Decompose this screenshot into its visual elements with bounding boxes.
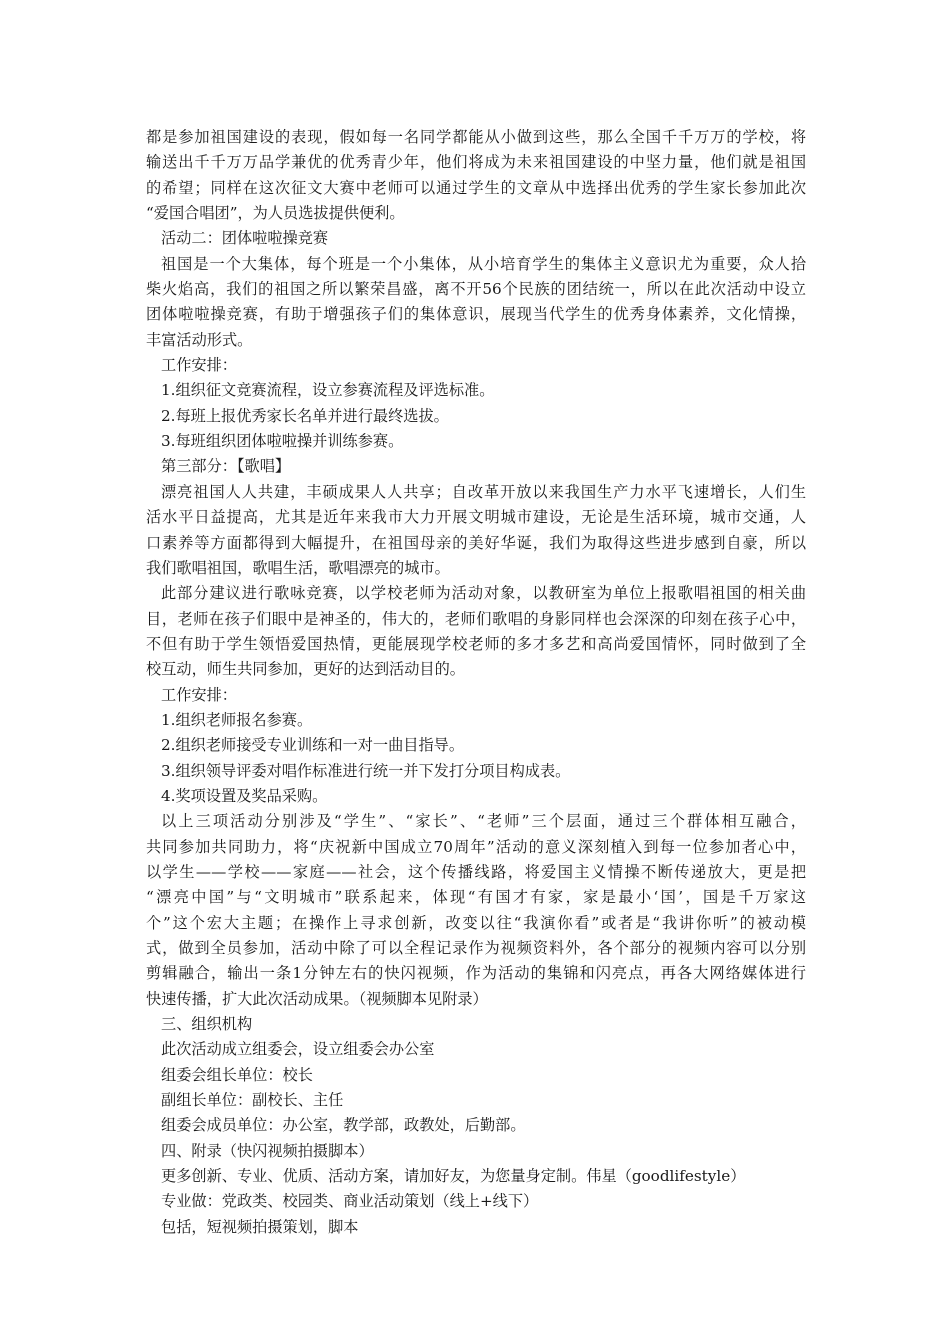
text-line: 以学生——学校——家庭——社会，这个传播线路，将爱国主义情操不断传递放大，更是把: [146, 862, 806, 881]
text-line: 目，老师在孩子们眼中是神圣的，伟大的，老师们歌唱的身影同样也会深深的印刻在孩子心中，: [146, 609, 806, 628]
text-line: 共同参加共同助力，将“庆祝新中国成立70周年”活动的意义深刻植入到每一位参加者心中，: [146, 837, 806, 856]
text-line: 我们歌唱祖国，歌唱生活，歌唱漂亮的城市。: [146, 558, 450, 577]
text-line: 都是参加祖国建设的表现，假如每一名同学都能从小做到这些，那么全国千千万万的学校，将: [146, 128, 806, 146]
text-line: 口素养等方面都得到大幅提升，在祖国母亲的美好华诞，我们为取得这些进步感到自豪，所以: [146, 533, 806, 552]
text-line: 以上三项活动分别涉及“学生”、“家长”、“老师”三个层面，通过三个群体相互融合，: [161, 812, 806, 831]
text-line: 活水平日益提高，尤其是近年来我市大力开展文明城市建设，无论是生活环境，城市交通，人: [146, 508, 806, 527]
text-line: 3.组织领导评委对唱作标准进行统一并下发打分项目构成表。: [161, 761, 571, 780]
text-line: 式，做到全员参加，活动中除了可以全程记录作为视频资料外，各个部分的视频内容可以分别: [146, 939, 806, 957]
text-line: 快速传播，扩大此次活动成果。（视频脚本见附录）: [146, 989, 488, 1008]
text-line: 此部分建议进行歌咏竞赛，以学校老师为活动对象，以教研室为单位上报歌唱祖国的相关曲: [161, 584, 806, 603]
text-line: 副组长单位：副校长、主任: [161, 1091, 344, 1110]
text-line: 剪辑融合，输出一条1分钟左右的快闪视频，作为活动的集锦和闪亮点，再各大网络媒体进行: [146, 964, 806, 983]
text-line: 个”这个宏大主题；在操作上寻求创新，改变以往“我演你看”或者是“我讲你听”的被动模: [146, 913, 806, 932]
text-line: 漂亮祖国人人共建，丰硕成果人人共享；自改革开放以来我国生产力水平飞速增长，人们生: [161, 482, 806, 501]
text-line: 团体啦啦操竞赛，有助于增强孩子们的集体意识，展现当代学生的优秀身体素养，文化情操，: [146, 305, 806, 324]
text-line: 4.奖项设置及奖品采购。: [161, 786, 328, 805]
text-line: 组委会组长单位：校长: [161, 1065, 313, 1084]
text-line: 1.组织老师报名参赛。: [161, 710, 313, 729]
text-line: 活动二：团体啦啦操竞赛: [161, 229, 329, 248]
text-line: 更多创新、专业、优质、活动方案，请加好友，为您量身定制。伟星（goodlifestyle）: [161, 1167, 746, 1186]
text-line: 1.组织征文竞赛流程，设立参赛流程及评选标准。: [161, 381, 495, 400]
text-line: 不但有助于学生领悟爱国热情，更能展现学校老师的多才多艺和高尚爱国情怀，同时做到了全: [146, 634, 806, 653]
text-line: “爱国合唱团”，为人员选拔提供便利。: [146, 204, 405, 223]
text-line: 祖国是一个大集体，每个班是一个小集体，从小培育学生的集体主义意识尤为重要，众人拾: [161, 254, 806, 273]
text-line: 输送出千千万万品学兼优的优秀青少年，他们将成为未来祖国建设的中坚力量，他们就是祖国: [146, 153, 806, 172]
text-line: 柴火焰高，我们的祖国之所以繁荣昌盛，离不开56个民族的团结统一，所以在此次活动中设立: [146, 280, 806, 299]
text-line: 专业做：党政类、校园类、商业活动策划（线上+线下）: [161, 1192, 539, 1211]
text-line: 2.每班上报优秀家长名单并进行最终选拔。: [161, 406, 449, 425]
text-line: 工作安排：: [161, 685, 237, 704]
text-line: 工作安排：: [161, 356, 237, 375]
text-line: 丰富活动形式。: [146, 330, 253, 349]
text-line: 校互动，师生共同参加，更好的达到活动目的。: [146, 660, 465, 679]
text-line: 此次活动成立组委会，设立组委会办公室: [161, 1040, 435, 1059]
text-line: “漂亮中国”与“文明城市”联系起来，体现“有国才有家，家是最小‘国’，国是千万家这: [146, 888, 806, 907]
text-line: 3.每班组织团体啦啦操并训练参赛。: [161, 432, 404, 451]
text-line: 2.组织老师接受专业训练和一对一曲目指导。: [161, 736, 465, 755]
text-line: 的希望；同样在这次征文大赛中老师可以通过学生的文章从中选择出优秀的学生家长参加此次: [146, 178, 806, 197]
text-line: 包括，短视频拍摄策划，脚本: [161, 1217, 359, 1236]
text-line: 第三部分：【歌唱】: [161, 457, 291, 476]
text-line: 组委会成员单位：办公室，教学部，政教处，后勤部。: [161, 1116, 526, 1135]
document-body: [146, 125, 806, 1240]
text-line: 四、附录（快闪视频拍摄脚本）: [161, 1141, 374, 1160]
text-line: 三、组织机构: [161, 1015, 253, 1034]
